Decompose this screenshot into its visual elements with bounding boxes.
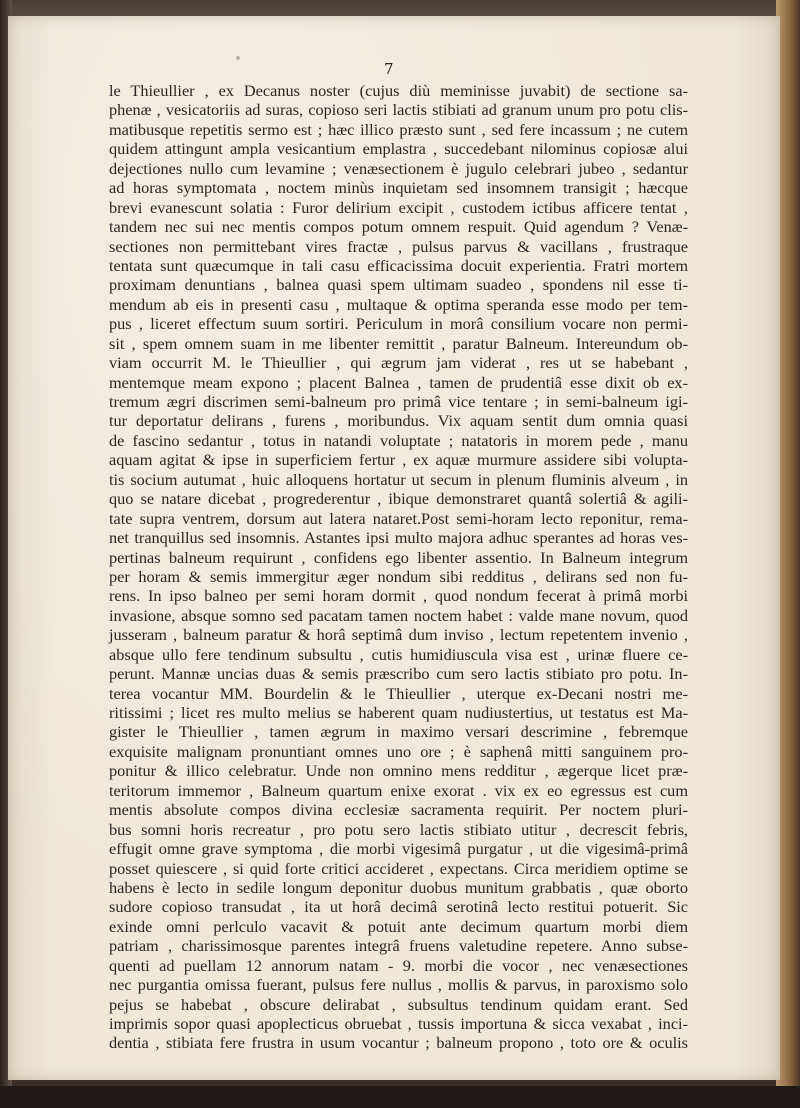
text-line: pejus se habebat , obscure delirabat , subsultus tendinum quidam erant. Sed: [109, 994, 688, 1014]
text-line: tur deportatur delirans , furens , moribundus. Vix aquam sentit dum omnia quasi: [109, 411, 688, 431]
text-line: tis socium autumat , huic alloquens hortatur ut secum in plenum fluminis alveum , in: [109, 469, 688, 489]
text-line: ad horas symptomata , noctem minùs inquietam sed insomnem transigit ; hæcque: [109, 178, 688, 198]
text-line: sit , spem omnem suam in me libenter remittit , paratur Balneum. Intereundum ob-: [109, 333, 688, 353]
body-text: [109, 81, 688, 1053]
text-line: rens. In ipso balneo per semi horam dormit , quod nondum fecerat à primâ morbi: [109, 586, 688, 606]
text-line: tate supra ventrem, dorsum aut latera nataret.Post semi-horam lecto reponitur, rema-: [109, 508, 688, 528]
text-line: brevi evanescunt solatia : Furor delirium excipit , custodem ictibus afficere tentat ,: [109, 197, 688, 217]
text-line: exquisite malignam pronuntiant omnes uno ore ; è saphenâ mitti sanguinem pro-: [109, 741, 688, 761]
text-line: gister le Thieullier , tamen ægrum in maximo versari descrimine , febremque: [109, 722, 688, 742]
text-line: proximam denuntians , balnea quasi spem ultimam suadeo , spondens nil esse ti-: [109, 275, 688, 295]
text-line: tentata sunt quæcumque in tali casu efficacissima docuit experientia. Fratri mortem: [109, 255, 688, 275]
text-line: ponitur & illico celebratur. Unde non omnino mens redditur , ægerque licet præ-: [109, 761, 688, 781]
text-line: quo se natare dicebat , progrederentur , ibique demonstraret quantâ solertiâ & agili-: [109, 489, 688, 509]
text-line: terea vocantur MM. Bourdelin & le Thieullier , uterque ex-Decani nostri me-: [109, 683, 688, 703]
text-line: mentis absolute compos divina ecclesiæ sacramenta requirit. Per noctem pluri-: [109, 800, 688, 820]
text-line: exinde omni perlculo vacavit & potuit ante decimum quartum morbi diem: [109, 916, 688, 936]
text-line: patriam , charissimosque parentes integrâ fruens valetudine repetere. Anno subse-: [109, 936, 688, 956]
text-line: dejectiones nullo cum levamine ; venæsectionem è jugulo celebrari jubeo , sedantur: [109, 158, 688, 178]
text-line: matibusque repetitis sermo est ; hæc illico præsto sunt , sed fere incassum ; ne cutem: [109, 119, 688, 139]
text-line: mentemque meam expono ; placent Balnea , tamen de prudentiâ esse dixit ob ex-: [109, 372, 688, 392]
text-line: dentia , stibiata fere frustra in usum vocantur ; balneum propono , toto ore & oculis: [109, 1033, 688, 1053]
scan-bottom-edge: [0, 1086, 800, 1108]
text-line: posset quiescere , si quid forte critici accideret , expectans. Circa meridiem optime se: [109, 858, 688, 878]
text-line: viam occurrit M. le Thieullier , qui ægrum jam viderat , res ut se habebant ,: [109, 353, 688, 373]
text-line: tandem nec sui nec mentis compos potum omnem respuit. Quid agendum ? Venæ-: [109, 217, 688, 237]
text-line: pertinas balneum requirunt , confidens ego libenter assentio. In Balneum integrum: [109, 547, 688, 567]
text-line: quidem attingunt ampla vesicantium emplastra , succedebant nilominus copiosæ alui: [109, 139, 688, 159]
text-line: imprimis sopor quasi apoplecticus obruebat , tussis importuna & sicca vexabat , inci-: [109, 1014, 688, 1033]
text-line: sectiones non permittebant vires fractæ , pulsus parvus & vacillans , frustraque: [109, 236, 688, 256]
text-line: de fascino sedantur , totus in natandi voluptate ; natatoris in morem pede , manu: [109, 430, 688, 450]
text-line: tremum ægri discrimen semi-balneum pro primâ vice tentare ; in semi-balneum igi-: [109, 392, 688, 411]
text-line: pus , liceret effectum suum sortiri. Periculum in morâ consilium vocare non permi-: [109, 314, 688, 334]
text-line: ritissimi ; licet res multo melius se haberent quam nudiustertius, ut testatus est Ma-: [109, 703, 688, 722]
ink-dot-mark: [236, 56, 240, 60]
text-line: le Thieullier , ex Decanus noster (cujus diù meminisse juvabit) de sectione sa-: [109, 81, 688, 100]
text-line: bus somni horis recreatur , pro potu sero lactis stibiato utitur , decrescit febris,: [109, 819, 688, 839]
text-line: mendum ab eis in presenti casu , multaque & optima speranda esse modo per tem-: [109, 294, 688, 314]
text-line: perunt. Mannæ uncias duas & semis præscribo cum sero lactis stibiato pro potu. In-: [109, 664, 688, 684]
text-line: per horam & semis immergitur æger nondum sibi redditus , delirans sed non fu-: [109, 566, 688, 586]
text-line: invasione, absque somno sed pacatam tamen noctem habet : valde mane novum, quod: [109, 605, 688, 625]
text-line: aquam agitat & ipse in superficiem fertur , ex aquæ murmure assidere sibi volupta-: [109, 450, 688, 470]
text-line: nec purgantia omissa fuerant, pulsus fere nullus , mollis & parvus, in paroxismo solo: [109, 975, 688, 995]
book-page: [8, 16, 780, 1080]
text-line: net tranquillus sed insomnis. Astantes ipsi multo majora adhuc sperantes ad horas ves-: [109, 528, 688, 548]
text-line: sudore copioso transudat , ita ut horâ decimâ serotinâ lecto restitui potuerit. Sic: [109, 897, 688, 917]
text-line: habens è lecto in sedile longum deponitur duobus munitum grabbatis , quæ oborto: [109, 877, 688, 897]
text-line: absque ullo fere tendinum subsultu , cutis humidiuscula visa est , urinæ fluere ce-: [109, 644, 688, 664]
text-line: phenæ , vesicatoriis ad suras, copioso seri lactis stibiati ad granum unum pro potu clis-: [109, 100, 688, 120]
text-line: jusseram , balneum paratur & horâ septimâ dum inviso , lectum repetentem invenio ,: [109, 625, 688, 645]
text-line: effugit omne grave symptoma , die morbi vigesimâ purgatur , ut die vigesimâ-primâ: [109, 839, 688, 859]
text-line: teritorum immemor , Balneum quartum enixe exorat . vix ex eo egressus est cum: [109, 780, 688, 800]
page-number: 7: [384, 60, 394, 78]
text-line: quenti ad puellam 12 annorum natam - 9. morbi die vocor , nec venæsectiones: [109, 955, 688, 975]
